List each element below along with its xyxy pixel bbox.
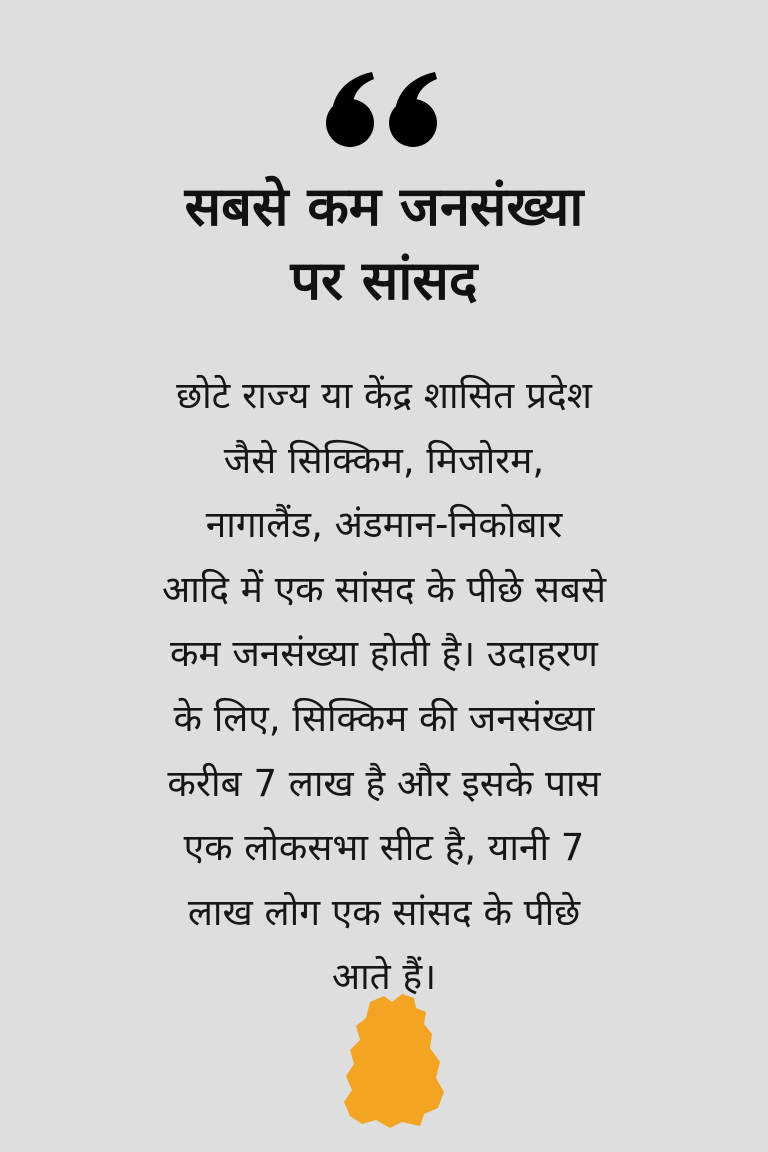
headline-line-2: पर सांसद	[290, 249, 478, 312]
body-line: करीब 7 लाख है और इसके पास	[167, 761, 601, 805]
quote-mark-icon	[0, 70, 768, 148]
body-line: आते हैं।	[331, 955, 437, 999]
body-line: के लिए, सिक्किम की जनसंख्या	[173, 696, 595, 740]
sikkim-map-icon	[332, 990, 452, 1130]
body-line: लाख लोग एक सांसद के पीछे	[187, 890, 581, 934]
body-line: छोटे राज्य या केंद्र शासित प्रदेश	[176, 374, 592, 417]
headline	[60, 170, 708, 318]
double-quotation-mark-icon	[322, 70, 446, 148]
body-line: आदि में एक सांसद के पीछे सबसे	[162, 567, 606, 611]
body-line: नागालैंड, अंडमान-निकोबार	[205, 503, 563, 547]
body-line: जैसे सिक्किम, मिजोरम,	[223, 438, 545, 482]
body-line: एक लोकसभा सीट है, यानी 7	[183, 826, 585, 870]
headline-line-1: सबसे कम जनसंख्या	[184, 175, 584, 238]
body-paragraph	[78, 364, 690, 1010]
body-line: कम जनसंख्या होती है। उदाहरण	[170, 632, 598, 676]
